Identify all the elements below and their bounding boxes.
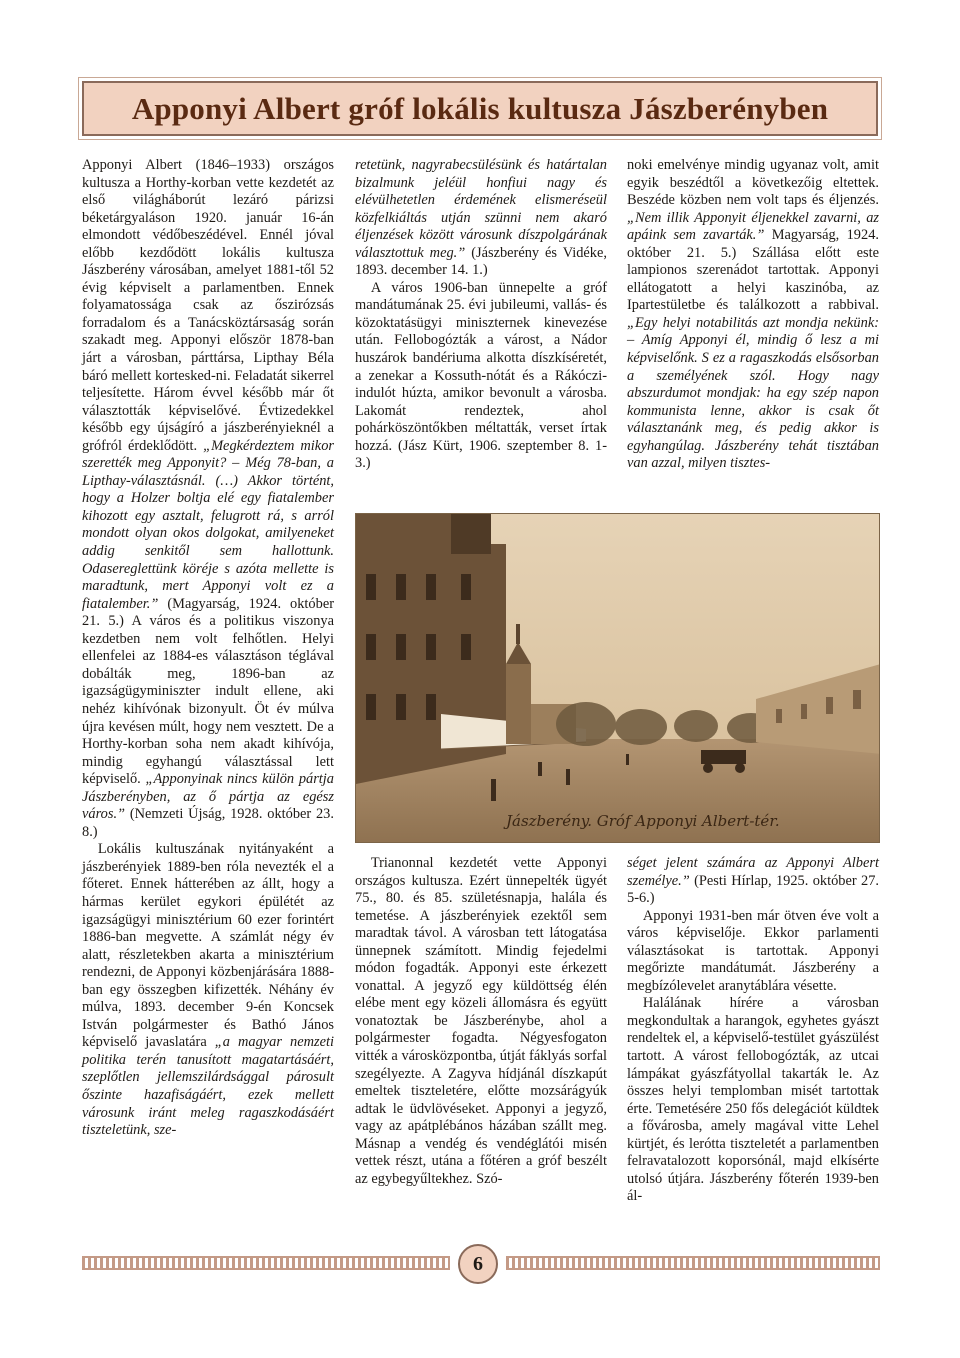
column-3-bottom [627,855,879,1206]
page-number: 6 [458,1244,498,1284]
paragraph: Trianonnal kezdetét vette Apponyi országos kultusza. Ezért ünnepelték ügyét 75., 80. és 85. születésnapja, halála és temetése. A jászberényiek ezektől sem maradtak távol. A városban tett látogatása ünnepnek számított. Mindig fejedelmi módon fogadták. Apponyi este érkezett vonattal. A jegyző egy küldöttség élén elébe ment egy közeli állomásra és együtt vonatoztak be Jászberénybe, ahol a polgármester fogadta. Négyesfogaton vitték a városközpontba, útját fáklyás sorfal szegélyezte. A Zagyva hídjánál díszkapút emeltek tiszteletére, előtte mozsárágyúk adtak le üdvlövéseket. Apponyi a jegyző, vagy az apátplébános házában szállt meg. Másnap a vendég és vendéglátói misén vettek részt, utána a főtéren a gróf beszélt az egybegyűltekhez. Szó- [355,855,607,1187]
page-title: Apponyi Albert gróf lokális kultusza Jászberényben [131,90,829,126]
paragraph: A város 1906-ban ünnepelte a gróf mandátumának 25. évi jubileumi, vallás- és közoktatásügyi miniszternek kinevezése után. Fellobogózták a várost, a Nádor huszárok bandériuma alkotta díszkíséretét, a zenekar a Kossuth-nótát és a Rákóczi-indulót húzta, amikor bevonult a városba. Lakomát rendeztek, ahol pohárköszöntőkben méltatták, verset írtak hozzá. (Jász Kürt, 1906. szeptember 8. 1-3.) [355,279,607,472]
paragraph: Apponyi 1931-ben már ötven éve volt a város képviselője. Ekkor parlamenti választásokat is tartottak. Apponyi megőrizte mandátumát. Jászberény a megbízólevelet aranytáblára vésette. [627,907,879,994]
paragraph: retetünk, nagyrabecsülésünk és határtalan bizalmunk jeléül honfiui nagy és elévülhetetlen érdemének elismeréseül közfelkiáltás utján szünni nem akaró éljenzések között városunk díszpolgárának választottuk meg.” (Jászberény és Vidéke, 1893. december 14. 1.) [355,157,607,279]
paragraph: noki emelvénye mindig ugyanaz volt, amit egyik beszédtől a következőig eltettek. Beszéde közben nem volt taps és éljenzés. „Nem illik Apponyit éljenekkel zavarni, az apáink sem zavarták.” Magyarság, 1924. október 21. 5.) Szállása előtt este lampionos szerenádot tartottak. Apponyi ellátogatott a helyi kaszinóba, az Ipartestületbe és találkozott a rabbival. „Egy helyi notabilitás azt mondja nekünk: – Amíg Apponyi él, mindig ő lesz a mi képviselőnk. S ez a ragaszkodás elsősorban a személyének szól. Hogy nagy abszurdumot mondjak: ha egy szép napon kommunista lenne, akkor is csak őt választanánk meg, és pedig akkor is egyhangúlag. Jászberény tehát tisztában van azzal, milyen tisztes- [627,157,879,472]
column-3-top [627,157,879,473]
footer-rule-right [506,1256,880,1270]
paragraph: séget jelent számára az Apponyi Albert személye.” (Pesti Hírlap, 1925. október 27. 5-6.) [627,855,879,907]
photo-illustration [356,514,880,843]
footer-rule-left [82,1256,450,1270]
title-banner [82,81,878,136]
paragraph: Lokális kultuszának nyitányaként a jászberényiek 1889-ben róla nevezték el a főteret. Ennek hátterében az állt, hogy a hármas kerület egykori épülétét az igazságügyi minisztérium 60 ezer forintért 1886-ban megvette. A számlát négy év alatt, részletekben akarta a minisztérium rendezni, de Apponyi közbenjárására 1888-ban egy összegben kifizették. Néhány év múlva, 1893. december 9-én Koncsek István polgármester és Bathó János képviselő javaslatára „a magyar nemzeti politika terén tanusított magatartásáért, szeplőtlen jellemszilárdsággal párosult őszinte hazafiságáért, ezek mellett városunk iránt meleg ragaszkodásáért tiszteletünk, sze- [82,841,334,1139]
column-2-top [355,157,607,473]
photo-caption: Jászberény. Gróf Apponyi Albert-tér. [506,812,780,830]
paragraph: Halálának hírére a városban megkondultak a harangok, egyhetes gyászt rendeltek el, a képviselő-testület gyászülést tartott. A várost fellobogózták, az utcai lámpákat gyászfátyollal takarták le. Az összes helyi templomban misét tartottak érte. Temetésére 250 fős delegációt küldtek a fővárosba, amely magával vitte Lehel kürtjét, és lerótta tiszteletét a parlamentben felravatalozott koporsónál, majd elkísérte utolsó útjára. Jászberény főterén 1939-ben ál- [627,995,879,1205]
column-2-bottom [355,855,607,1188]
historic-photo [355,513,880,843]
paragraph: Apponyi Albert (1846–1933) országos kultusza a Horthy-korban vette kezdetét az első világháborút lezáró párizsi béketárgyaláson 1920. január 16-án elmondott védőbeszédével. Ennél jóval előbb kezdődött lokális kultusza Jászberény városában, amelyet 1881-től 52 évig képviselt a parlamentben. Ennek folyamatossága csak az őszirózsás forradalom és a Tanácsköztársaság során szakadt meg. Apponyi először 1878-ban járt a városban, párttársa, Lipthay Béla báró mellett kortesked-ni. Feladatát sikerrel teljesítette. Három évvel később már őt választották képviselővé. Évtizedekkel később egy újságíró a jászberényieknél a grófról érdeklődött. „Megkérdeztem mikor szerették meg Apponyit? – Még 78-ban, a Lipthay-választásnál. (…) Akkor történt, hogy a Holzer boltja elé egy fiatalember kihozott egy asztalt, felugrott rá, s arról mondott olyan okos dolgokat, amilyeneket addig senkitől sem hallottunk. Odasereglettünk köréje s azóta mellette is maradtunk, mert Apponyi volt ez a fiatalember.” (Magyarság, 1924. október 21. 5.) A város és a politikus viszonya kezdetben nem volt felhőtlen. Helyi ellenfelei az 1884-es választáson téglával dobálták meg, 1896-ban az igazságügyminiszter indult ellene, aki nehéz kihívónak bizonyult. Öt év múlva újra kevésen múlt, hogy nem vesztett. De a Horthy-korban soha nem akadt kihívója, mindig egyhangú választással lett képviselő. „Apponyinak nincs külön pártja Jászberényben, az ő pártja az egész város.” (Nemzeti Újság, 1928. október 23. 8.) [82,157,334,840]
column-1 [82,157,334,1140]
